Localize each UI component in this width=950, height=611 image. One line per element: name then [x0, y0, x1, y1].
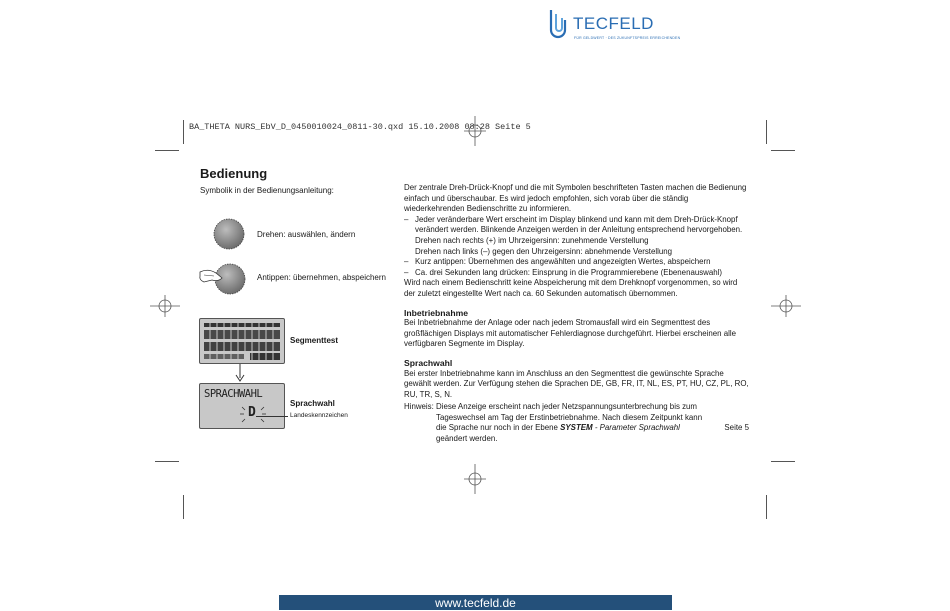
- turn-label: Drehen: auswählen, ändern: [257, 230, 356, 239]
- logo-tagline: FÜR GELDWERT · DES ZUKUNFTSPREIS ERREICHENDEN: [574, 36, 681, 40]
- hint-text: [436, 402, 749, 444]
- outro-text: Wird nach einem Bedienschritt keine Abspeicherung mit dem Drehknopf vorgenommen, so wird der zuletzt eingestellte Wert nach ca. 60 Sekunden automatisch übernommen.: [404, 278, 738, 298]
- section-heading: Sprachwahl: [404, 357, 453, 368]
- section-heading: Inbetriebnahme: [404, 307, 468, 318]
- hint-block: [404, 402, 749, 444]
- crop-mark: [771, 150, 795, 151]
- hint-text-part: geändert werden.: [436, 434, 498, 444]
- segment-label: Segmenttest: [290, 336, 339, 345]
- hint-key: Hinweis:: [404, 402, 434, 412]
- tap-knob-icon: [198, 260, 248, 298]
- intro-text: Der zentrale Dreh-Drück-Knopf und die mit Symbolen beschrifteten Tasten machen die Bedienung einfach und überschaubar. Es wird jedoch empfohlen, sich vorab über die ständig wiederkehrenden Bedienschritte zu informieren.: [404, 183, 747, 214]
- crop-mark: [766, 495, 767, 519]
- country-pointer: [256, 416, 288, 417]
- list-item: – Jeder veränderbare Wert erscheint im Display blinkend und kann mit dem Dreh-Drück-Knopf verändert werden. Blinkende Anzeigen werden in der Anleitung entsprechend hervorgehoben.: [404, 215, 749, 236]
- section-text: Bei erster Inbetriebnahme kann im Anschluss an den Segmenttest die gewünschte Sprache gewählt werden. Zur Verfügung stehen die Sprachen DE, GB, FR, IT, NL, ES, PT, HU, CZ, PL, RO, RU, TR, S, N.: [404, 368, 749, 399]
- logo-mark-icon: [545, 6, 571, 42]
- tecfeld-logo: [545, 6, 681, 44]
- registration-mark-icon: [150, 295, 180, 317]
- country-label: Landeskennzeichen: [290, 412, 348, 419]
- logo-text: TECFELD: [573, 14, 654, 33]
- file-slug: BA_THETA NURS_EbV_D_0450010024_0811-30.qxd 15.10.2008 08:28 Seite 5: [189, 122, 531, 132]
- hint-text-part: Diese Anzeige erscheint nach jeder Netzspannungsunterbrechung bis zum Tageswechsel am Tag der Erstinbetriebnahme. Nach diesem Zeitpunkt kann die Sprache nur noch in der Ebene: [436, 402, 703, 433]
- lcd-code: D: [248, 405, 256, 420]
- language-label: Sprachwahl: [290, 399, 335, 408]
- page-number: Seite 5: [724, 423, 749, 433]
- registration-mark-icon: [464, 464, 486, 494]
- tap-label: Antippen: übernehmen, abspeichern: [257, 273, 386, 282]
- arrow-down-icon: [234, 364, 246, 382]
- crop-mark: [766, 120, 767, 144]
- segment-test-display: [199, 318, 285, 364]
- crop-mark: [155, 461, 179, 462]
- crop-mark: [183, 120, 184, 144]
- content-column: [404, 183, 749, 445]
- segment-grid-icon: [200, 319, 284, 363]
- lcd-text: SPRACHWAHL: [204, 388, 263, 400]
- section-text: Bei Inbetriebnahme der Anlage oder nach jedem Stromausfall wird ein Segmenttest des großflächigen Displays mit automatischer Fehlerdiagnose durchgeführt. Hierbei erscheinen alle verfügbaren Segmente im Display.: [404, 318, 737, 349]
- list-item: – Ca. drei Sekunden lang drücken: Einsprung in die Programmierebene (Ebenenauswahl): [404, 267, 723, 277]
- crop-mark: [183, 495, 184, 519]
- turn-knob-icon: [212, 217, 246, 251]
- bullet-text: Ca. drei Sekunden lang drücken: Einsprung in die Programmierebene (Ebenenauswahl): [415, 267, 723, 277]
- language-display: [199, 383, 285, 429]
- bullet-subline: Drehen nach links (–) gegen den Uhrzeigersinn: abnehmende Verstellung: [415, 246, 673, 256]
- list-item: – Kurz antippen: Übernehmen des angewählten und angezeigten Wertes, abspeichern: [404, 257, 711, 267]
- crop-mark: [771, 461, 795, 462]
- registration-mark-icon: [771, 295, 801, 317]
- page-title: Bedienung: [200, 166, 268, 181]
- blink-icon: [200, 384, 284, 428]
- footer-url[interactable]: www.tecfeld.de: [279, 595, 672, 610]
- subtitle: Symbolik in der Bedienungsanleitung:: [200, 186, 334, 195]
- bullet-subline: Drehen nach rechts (+) im Uhrzeigersinn: zunehmende Verstellung: [415, 235, 649, 245]
- bullet-text: Jeder veränderbare Wert erscheint im Display blinkend und kann mit dem Dreh-Drück-Knopf verändert werden. Blinkende Anzeigen werden in der Anleitung entsprechend hervorgehoben.: [415, 214, 743, 235]
- crop-mark: [155, 150, 179, 151]
- hint-parameter: - Parameter Sprachwahl: [594, 423, 680, 433]
- hint-system: SYSTEM: [560, 423, 593, 433]
- bullet-text: Kurz antippen: Übernehmen des angewählten und angezeigten Wertes, abspeichern: [415, 257, 711, 267]
